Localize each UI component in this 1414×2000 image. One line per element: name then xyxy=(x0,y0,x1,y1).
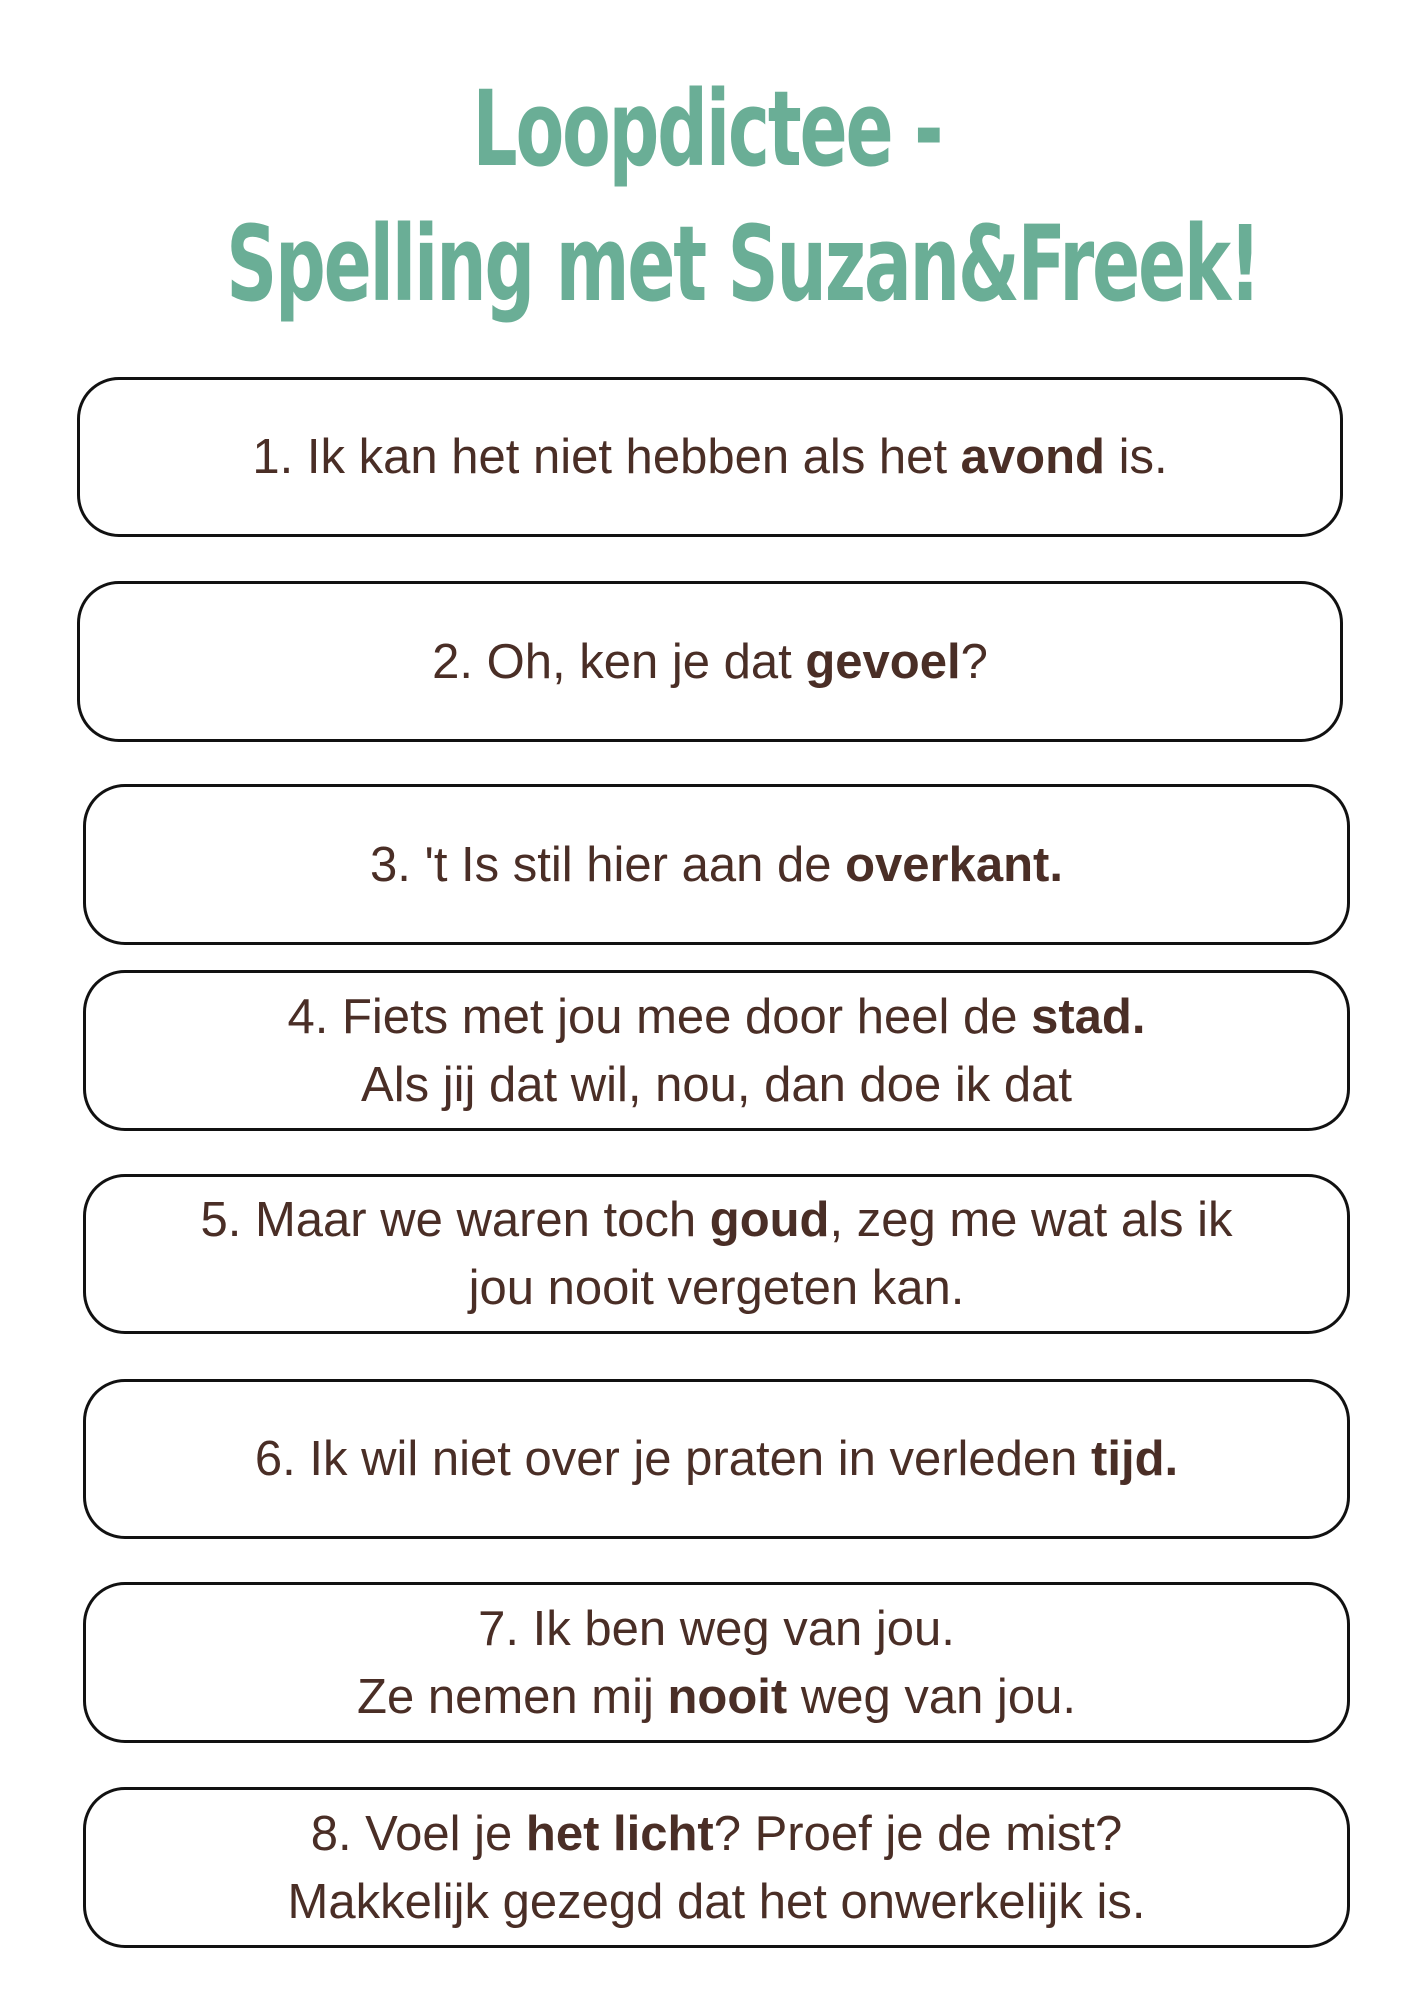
sentence-card-2 xyxy=(77,581,1343,742)
sentence-line xyxy=(370,831,1063,899)
sentence-line xyxy=(311,1800,1123,1868)
sentence-text: is. xyxy=(1104,430,1168,484)
sentence-line xyxy=(288,1868,1146,1936)
sentence-line xyxy=(252,423,1167,491)
sentence-text: 8. Voel je xyxy=(310,1806,526,1861)
spelling-word: goud xyxy=(709,1193,830,1247)
sentence-line xyxy=(432,628,988,696)
sentence-card-5 xyxy=(83,1174,1350,1334)
sentence-text: 7. Ik ben weg van jou. xyxy=(478,1601,955,1656)
sentence-line xyxy=(200,1186,1232,1254)
sentence-line xyxy=(288,983,1146,1051)
spelling-word: avond xyxy=(960,430,1105,484)
sentence-text: , zeg me wat als ik xyxy=(829,1193,1233,1247)
spelling-word: overkant. xyxy=(845,837,1063,892)
sentence-text: 2. Oh, ken je dat xyxy=(432,634,806,689)
sentence-card-4 xyxy=(83,970,1350,1131)
sentence-text: Ze nemen mij xyxy=(357,1669,668,1724)
sentence-line xyxy=(478,1595,955,1663)
sentence-card-7 xyxy=(83,1582,1350,1743)
spelling-word: tijd. xyxy=(1091,1432,1179,1486)
sentence-card-6 xyxy=(83,1379,1350,1539)
title-line-2: Spelling met Suzan&Freek! xyxy=(226,203,1260,325)
sentence-card-3 xyxy=(83,784,1350,945)
sentence-text: 3. 't Is stil hier aan de xyxy=(370,837,846,892)
spelling-word: nooit xyxy=(667,1669,788,1724)
spelling-word: gevoel xyxy=(805,634,961,689)
sentence-card-8 xyxy=(83,1787,1350,1948)
sentence-line xyxy=(361,1051,1072,1119)
sentence-text: 5. Maar we waren toch xyxy=(200,1193,710,1247)
sentence-line xyxy=(357,1663,1076,1731)
sentence-text: Makkelijk gezegd dat het onwerkelijk is. xyxy=(287,1874,1146,1929)
title-line-1: Loopdictee - xyxy=(472,68,942,190)
sentence-card-1 xyxy=(77,377,1343,537)
sentence-text: 4. Fiets met jou mee door heel de xyxy=(287,989,1032,1044)
spelling-word: het licht xyxy=(525,1806,714,1861)
sentence-text: Als jij dat wil, nou, dan doe ik dat xyxy=(361,1057,1072,1112)
sentence-line xyxy=(469,1254,965,1322)
sentence-line xyxy=(255,1425,1178,1493)
sentence-text: ? Proef je de mist? xyxy=(713,1806,1123,1861)
sentence-text: 6. Ik wil niet over je praten in verleden xyxy=(254,1432,1092,1486)
sentence-text: weg van jou. xyxy=(787,1669,1076,1724)
sentence-text: ? xyxy=(960,634,988,689)
spelling-word: stad. xyxy=(1031,989,1146,1044)
sentence-text: 1. Ik kan het niet hebben als het xyxy=(252,430,961,484)
sentence-text: jou nooit vergeten kan. xyxy=(468,1261,965,1315)
